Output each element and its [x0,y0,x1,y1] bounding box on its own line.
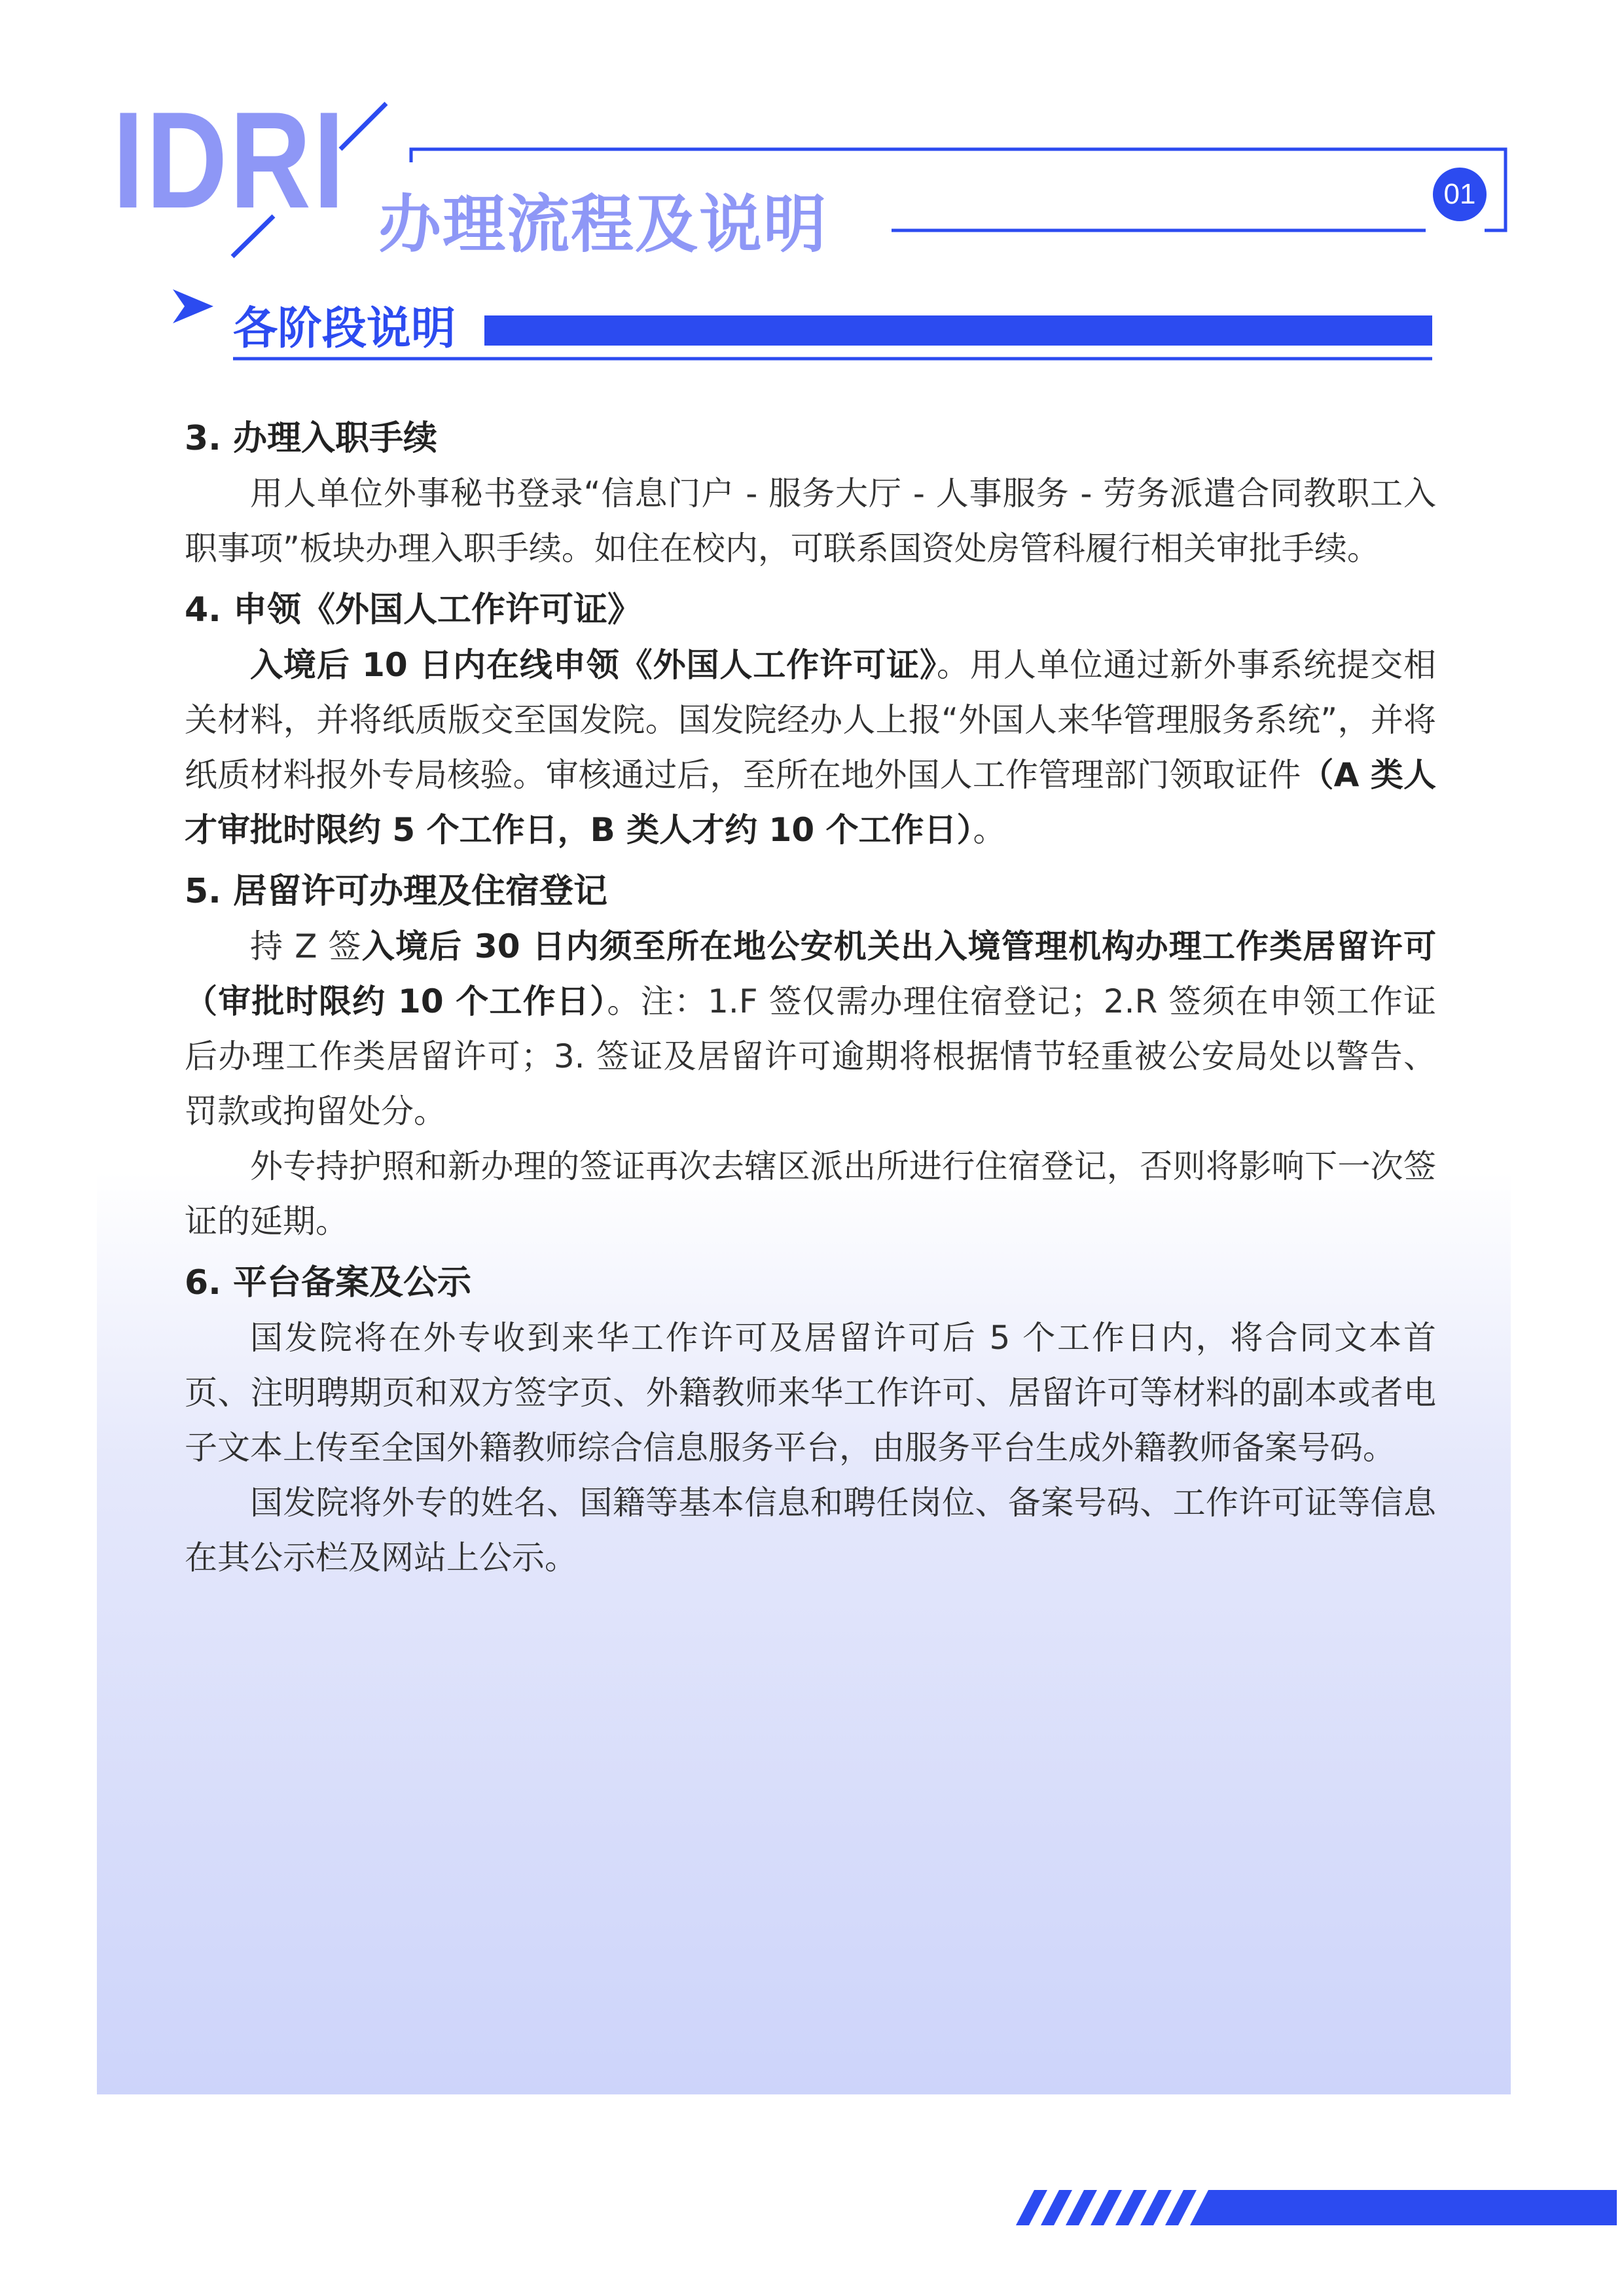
section-header-bar [484,315,1432,346]
section-5-paragraph-2: 外专持护照和新办理的签证再次去辖区派出所进行住宿登记，否则将影响下一次签证的延期。 [185,1147,1436,1240]
page-title: 办理流程及说明 [378,188,827,261]
main-content [185,411,1436,1585]
section-3-heading: 3. 办理入职手续 [185,419,438,458]
section-5-start: 持 Z 签 [250,927,362,965]
section-4-heading: 4. 申领《外国人工作许可证》 [185,590,642,630]
section-4-bold-deadline: 入境后 10 日内在线申领《外国人工作许可证》 [250,646,937,684]
logo-slash-top [340,103,386,149]
arrow-icon [173,289,213,323]
logo: IDRI [113,83,347,237]
section-3-paragraph: 用人单位外事秘书登录“信息门户 - 服务大厅 - 人事服务 - 劳务派遣合同教职工入职事项”板块办理入职手续。如住在校内，可联系国资处房管科履行相关审批手续。 [185,475,1436,567]
section-4-paragraph [185,637,1436,857]
section-5-bold-deadline: 入境后 30 日内须至所在地公安机关出入境管理机构办理工作类居留许可（审批时限约 10 个工作日） [185,927,1436,1020]
section-6-heading: 6. 平台备案及公示 [185,1263,472,1302]
section-6-paragraph-1: 国发院将在外专收到来华工作许可及居留许可后 5 个工作日内，将合同文本首页、注明聘期页和双方签字页、外籍教师来华工作许可、居留许可等材料的副本或者电子文本上传至全国外籍教师综合信息服务平台，由服务平台生成外籍教师备案号码。 [185,1319,1436,1467]
section-header: 各阶段说明 [233,303,456,355]
section-4-end: 。 [973,811,1006,849]
section-5-paragraph-1 [185,919,1436,1139]
section-5-heading: 5. 居留许可办理及住宿登记 [185,872,608,911]
page-number-badge: 01 [1433,168,1487,221]
section-5-text: 。注：1.F 签仅需办理住宿登记；2.R 签须在申领工作证后办理工作类居留许可；3. 签证及居留许可逾期将根据情节轻重被公安局处以警告、罚款或拘留处分。 [185,982,1436,1130]
section-4-text: 。用人单位通过新外事系统提交相关材料，并将纸质版交至国发院。国发院经办人上报“外国人来华管理服务系统”，并将纸质材料报外专局核验。审核通过后，至所在地外国人工作管理部门领取证件 [185,646,1436,794]
footer-stripes [1016,2190,1617,2225]
section-6-paragraph-2: 国发院将外专的姓名、国籍等基本信息和聘任岗位、备案号码、工作许可证等信息在其公示栏及网站上公示。 [185,1484,1436,1577]
section-4-bold-timelimit: （A 类人才审批时限约 5 个工作日，B 类人才约 10 个工作日） [185,756,1437,849]
